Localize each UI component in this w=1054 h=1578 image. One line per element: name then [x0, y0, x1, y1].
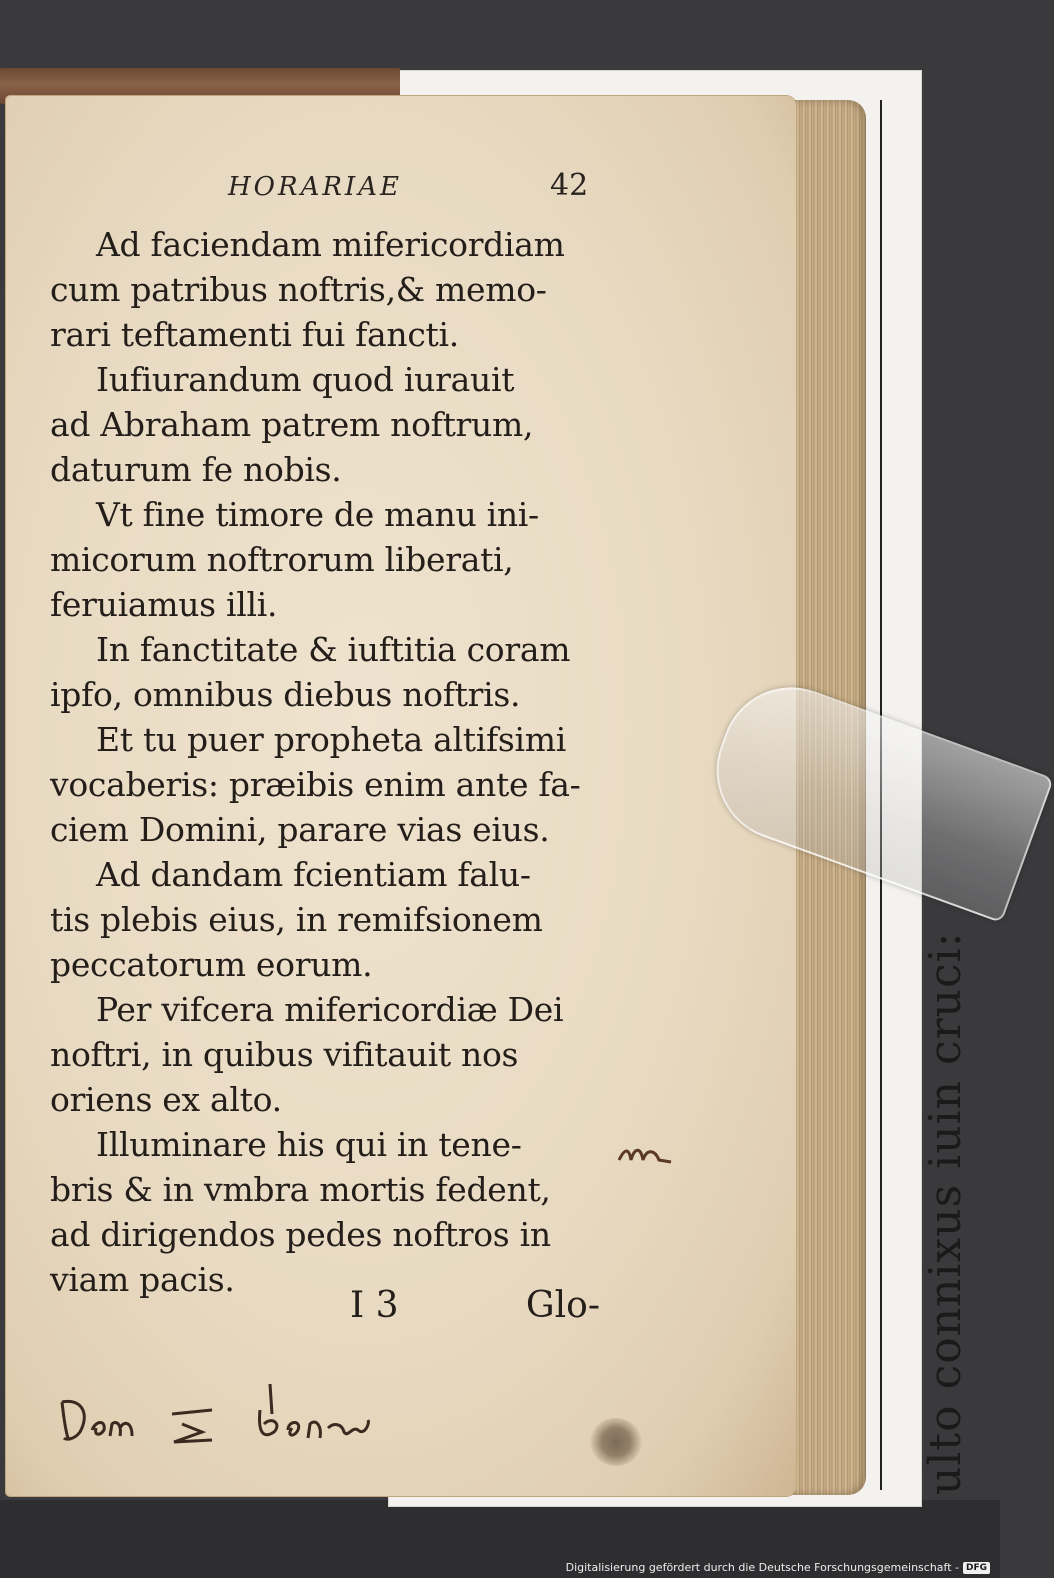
text-line: oriens ex alto.: [50, 1080, 282, 1119]
signature-mark: I 3: [350, 1285, 399, 1326]
text-line: Vt fine timore de manu ini-: [96, 495, 539, 534]
text-line: rari teftamenti fui fancti.: [50, 315, 459, 354]
dfg-logo: DFG: [963, 1562, 990, 1574]
facing-page-text: ulto connixus iuin cruci:: [920, 931, 971, 1495]
text-line: Ad dandam fcientiam falu-: [96, 855, 531, 894]
credit-text: Digitalisierung gefördert durch die Deutsche Forschungsgemeinschaft -: [565, 1561, 959, 1574]
text-line: Illuminare his qui in tene-: [96, 1125, 522, 1164]
digitization-credit: [566, 1561, 990, 1574]
text-line: ad dirigendos pedes noftros in: [50, 1215, 551, 1254]
text-line: Et tu puer propheta altifsimi: [96, 720, 567, 759]
ink-stain: [590, 1418, 642, 1466]
text-line: viam pacis.: [50, 1260, 235, 1299]
text-line: bris & in vmbra mortis fedent,: [50, 1170, 551, 1209]
text-line: vocaberis: præibis enim ante fa-: [50, 765, 581, 804]
text-line: micorum noftrorum liberati,: [50, 540, 514, 579]
page-number: 42: [550, 168, 589, 203]
text-line: ipfo, omnibus diebus noftris.: [50, 675, 521, 714]
text-line: In fanctitate & iuftitia coram: [96, 630, 571, 669]
text-line: cum patribus noftris,& memo-: [50, 270, 547, 309]
text-line: ad Abraham patrem noftrum,: [50, 405, 534, 444]
text-line: noftri, in quibus vifitauit nos: [50, 1035, 519, 1074]
text-line: ciem Domini, parare vias eius.: [50, 810, 550, 849]
margin-mark: [615, 1130, 675, 1170]
text-line: daturum fe nobis.: [50, 450, 342, 489]
handwritten-note: [52, 1380, 432, 1460]
catchword: Glo-: [525, 1285, 600, 1326]
page-text: [50, 222, 595, 1302]
text-line: Per vifcera mifericordiæ Dei: [96, 990, 564, 1029]
text-line: peccatorum eorum.: [50, 945, 373, 984]
running-head: HORARIAE: [228, 172, 402, 202]
text-line: tis plebis eius, in remifsionem: [50, 900, 543, 939]
text-line: Ad faciendam mifericordiam: [96, 225, 565, 264]
text-line: Iufiurandum quod iurauit: [96, 360, 515, 399]
text-line: feruiamus illi.: [50, 585, 278, 624]
